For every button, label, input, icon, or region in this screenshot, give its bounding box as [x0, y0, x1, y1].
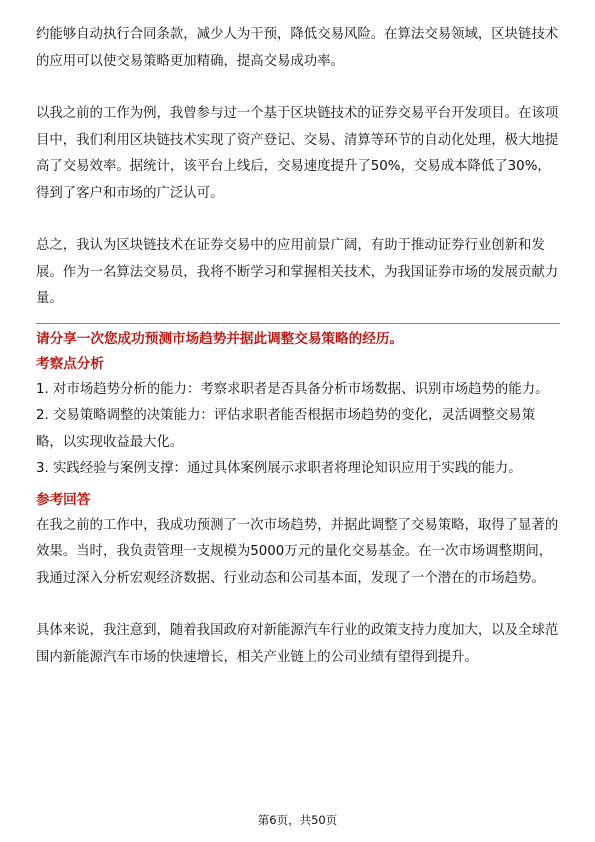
analysis-item: 3. 实践经验与案例支撑：通过具体案例展示求职者将理论知识应用于实践的能力。 — [36, 461, 522, 476]
answer-heading: 参考回答 — [36, 491, 91, 508]
body-paragraph: 总之，我认为区块链技术在证券交易中的应用前景广阔，有助于推动证券行业创新和发展。作为一名算法交易员，我将不断学习和掌握相关技术，为我国证券市场的发展贡献力量。 — [36, 238, 559, 306]
page-number: 第6页，共50页 — [257, 813, 338, 827]
analysis-item: 1. 对市场趋势分析的能力：考察求职者是否具备分析市场数据、识别市场趋势的能力。 — [36, 381, 549, 397]
answer-paragraph: 在我之前的工作中，我成功预测了一次市场趋势，并据此调整了交易策略，取得了显著的效果。当时，我负责管理一支规模为5000万元的量化交易基金。在一次市场调整期间，我通过深入分析宏观经济数据、行业动态和公司基本面，发现了一个潜在的市场趋势。 — [36, 517, 559, 586]
answer-paragraph: 具体来说，我注意到，随着我国政府对新能源汽车行业的政策支持力度加大，以及全球范围内新能源汽车市场的快速增长，相关产业链上的公司业绩有望得到提升。 — [36, 623, 559, 665]
analysis-heading: 考察点分析 — [36, 355, 104, 372]
page-content — [36, 22, 560, 671]
analysis-item: 2. 交易策略调整的决策能力：评估求职者能否根据市场趋势的变化，灵活调整交易策略，以实现收益最大化。 — [36, 408, 536, 450]
body-paragraph: 约能够自动执行合同条款，减少人为干预，降低交易风险。在算法交易领域，区块链技术的应用可以使交易策略更加精确，提高交易成功率。 — [36, 27, 559, 69]
section-divider — [36, 323, 560, 324]
interview-question: 请分享一次您成功预测市场趋势并据此调整交易策略的经历。 — [36, 330, 404, 347]
body-paragraph: 以我之前的工作为例，我曾参与过一个基于区块链技术的证券交易平台开发项目。在该项目中，我们利用区块链技术实现了资产登记、交易、清算等环节的自动化处理，极大地提高了交易效率。据统计，该平台上线后，交易速度提升了50%，交易成本降低了30%，得到了客户和市场的广泛认可。 — [36, 106, 559, 201]
